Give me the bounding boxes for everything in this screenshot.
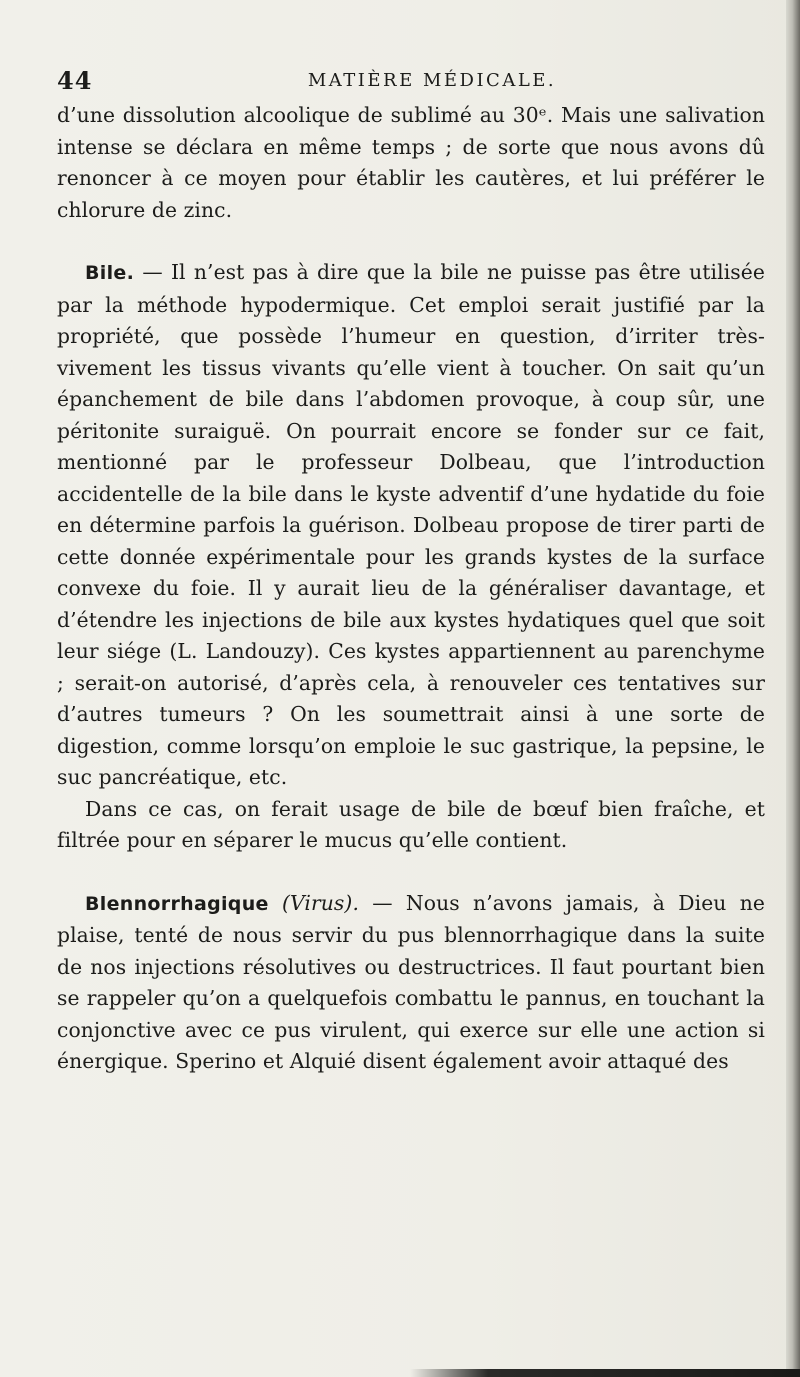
entry-term: Blennorrhagique [85,892,269,915]
entry-text: — Nous n’avons jamais, à Dieu ne plaise, tenté de nous servir du pus blennorrhagique dans la suite de nos injections résolutives ou destructrices. Il faut pourtant bien se rappeler qu’on a quelquefois combattu le pannus, en touchant la conjonctive avec ce pus virulent, qui exerce sur elle une action si énergique. Sperino et Alquié disent également avoir attaqué des [57,890,765,1073]
paragraph-sublime [57,100,765,226]
paragraph-gap [57,857,765,888]
entry-term: Bile. [85,262,135,284]
page-number: 44 [57,66,93,95]
entry-term-note: (Virus). [268,890,359,915]
page-bottom-shadow [410,1369,800,1377]
running-title: MATIÈRE MÉDICALE. [307,70,557,91]
page-body [57,100,765,1078]
paragraph-text: Dans ce cas, on ferait usage de bile de bœuf bien fraîche, et filtrée pour en séparer le mucus qu’elle contient. [57,796,765,852]
page-edge-shadow [786,0,800,1377]
paragraph-text: d’une dissolution alcoolique de sublimé au 30ᵉ. Mais une salivation intense se déclara en même temps ; de sorte que nous avons dû renoncer à ce moyen pour établir les cautères, et lui préférer le chlorure de zinc. [57,103,765,222]
page-header [57,66,757,96]
paragraph-gap [57,226,765,257]
entry-bile [57,257,765,794]
entry-blennorrhagique [57,888,765,1078]
entry-text: — Il n’est pas à dire que la bile ne puisse pas être utilisée par la méthode hypodermique. Cet emploi serait justifié par la propriété, que possède l’humeur en question, d’irriter très-vivement les tissus vivants qu’elle vient à toucher. On sait qu’un épanchement de bile dans l’abdomen provoque, à coup sûr, une péritonite suraiguë. On pourrait encore se fonder sur ce fait, mentionné par le professeur Dolbeau, que l’introduction accidentelle de la bile dans le kyste adventif d’une hydatide du foie en détermine parfois la guérison. Dolbeau propose de tirer parti de cette donnée expérimentale pour les grands kystes de la surface convexe du foie. Il y aurait lieu de la généraliser davantage, et d’étendre les injections de bile aux kystes hydatiques quel que soit leur siége (L. Landouzy). Ces kystes appartiennent au parenchyme ; serait-on autorisé, d’après cela, à renouveler ces tentatives sur d’autres tumeurs ? On les soumettrait ainsi à une sorte de digestion, comme lorsqu’on emploie le suc gastrique, la pepsine, le suc pancréatique, etc. [57,260,765,789]
paragraph-boeuf [57,794,765,857]
